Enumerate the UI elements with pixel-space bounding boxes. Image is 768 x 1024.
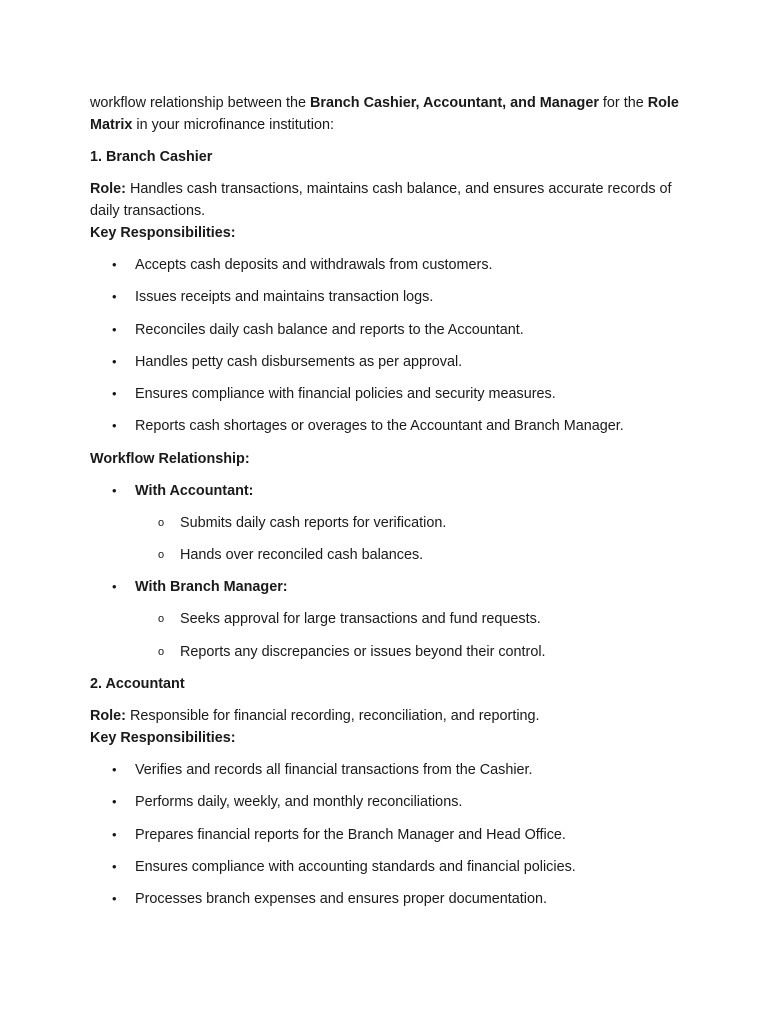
- sub-list-item-text: Hands over reconciled cash balances.: [180, 547, 424, 564]
- bullet-icon: •: [112, 761, 117, 777]
- bullet-icon: •: [112, 418, 117, 434]
- list-item-text: Performs daily, weekly, and monthly reconciliations.: [135, 794, 463, 811]
- list-item-text: Ensures compliance with accounting standards and financial policies.: [135, 858, 576, 875]
- role-paragraph-accountant: [90, 705, 680, 727]
- bullet-icon: •: [112, 386, 117, 402]
- sub-list-item-text: Submits daily cash reports for verification.: [180, 514, 447, 531]
- intro-bold-matrix: Role Matrix: [90, 95, 679, 133]
- intro-bold-roles: Branch Cashier, Accountant, and Manager: [309, 95, 599, 111]
- list-item-text: Processes branch expenses and ensures proper documentation.: [135, 891, 547, 908]
- list-item-text: Ensures compliance with financial policies and security measures.: [135, 386, 556, 403]
- workflow-relationship-label: Workflow Relationship:: [90, 450, 250, 467]
- workflow-sublist-accountant: [135, 512, 680, 566]
- sub-list-item-text: Reports any discrepancies or issues beyond their control.: [180, 643, 546, 660]
- workflow-item-label: With Branch Manager:: [135, 579, 288, 596]
- list-item: [90, 791, 680, 813]
- intro-text-3: in your microfinance institution:: [132, 117, 334, 133]
- sub-list-item: [135, 608, 680, 630]
- workflow-sublist-manager: [135, 608, 680, 662]
- role-text: Responsible for financial recording, reconciliation, and reporting.: [125, 707, 540, 724]
- list-item-text: Verifies and records all financial transactions from the Cashier.: [135, 761, 533, 778]
- bullet-icon: •: [112, 794, 117, 810]
- list-item-text: Prepares financial reports for the Branch Manager and Head Office.: [135, 826, 566, 843]
- list-item: [90, 319, 680, 341]
- role-label: Role:: [90, 707, 126, 724]
- role-text: Handles cash transactions, maintains cash balance, and ensures accurate records of daily transactions.: [90, 181, 672, 219]
- circle-bullet-icon: o: [158, 516, 165, 529]
- cashier-responsibilities-list: [90, 254, 680, 437]
- sub-list-item-text: Seeks approval for large transactions and fund requests.: [180, 611, 541, 628]
- bullet-icon: •: [112, 891, 117, 907]
- accountant-responsibilities-list: [90, 759, 680, 910]
- list-item-text: Reconciles daily cash balance and reports to the Accountant.: [135, 321, 524, 338]
- section-heading-accountant: 2. Accountant: [90, 675, 185, 692]
- intro-text-2: for the: [598, 95, 648, 111]
- key-responsibilities-label: Key Responsibilities:: [90, 729, 236, 746]
- intro-text-1: workflow relationship between the: [90, 95, 310, 111]
- bullet-icon: •: [112, 826, 117, 842]
- role-label: Role:: [90, 181, 126, 197]
- list-item: [90, 415, 680, 437]
- bullet-icon: •: [112, 321, 117, 337]
- list-item: [90, 824, 680, 846]
- circle-bullet-icon: o: [158, 645, 165, 658]
- list-item-text: Accepts cash deposits and withdrawals from customers.: [135, 257, 493, 273]
- list-item: [90, 759, 680, 781]
- list-item: [90, 383, 680, 405]
- bullet-icon: •: [112, 579, 117, 595]
- list-item: [90, 351, 680, 373]
- bullet-icon: •: [112, 353, 117, 369]
- bullet-icon: •: [112, 257, 117, 272]
- section-heading-cashier: 1. Branch Cashier: [90, 149, 213, 165]
- workflow-item-label: With Accountant:: [135, 482, 254, 499]
- list-item: [90, 254, 680, 276]
- circle-bullet-icon: o: [158, 613, 165, 626]
- bullet-icon: •: [112, 289, 117, 305]
- list-item-text: Reports cash shortages or overages to the Accountant and Branch Manager.: [135, 418, 624, 435]
- bullet-icon: •: [112, 482, 117, 498]
- sub-list-item: [135, 641, 680, 663]
- list-item: [90, 856, 680, 878]
- intro-paragraph: [90, 92, 680, 136]
- list-item-text: Handles petty cash disbursements as per approval.: [135, 353, 463, 370]
- bullet-icon: •: [112, 858, 117, 874]
- list-item: [90, 286, 680, 308]
- role-paragraph-cashier: [90, 178, 680, 222]
- list-item: [90, 888, 680, 910]
- list-item-text: Issues receipts and maintains transaction logs.: [135, 289, 434, 306]
- circle-bullet-icon: o: [158, 549, 165, 562]
- workflow-list: [90, 480, 680, 663]
- workflow-item-manager: [90, 576, 680, 662]
- key-responsibilities-label: Key Responsibilities:: [90, 225, 236, 241]
- document-page: [90, 92, 680, 920]
- sub-list-item: [135, 544, 680, 566]
- sub-list-item: [135, 512, 680, 534]
- workflow-item-accountant: [90, 480, 680, 566]
